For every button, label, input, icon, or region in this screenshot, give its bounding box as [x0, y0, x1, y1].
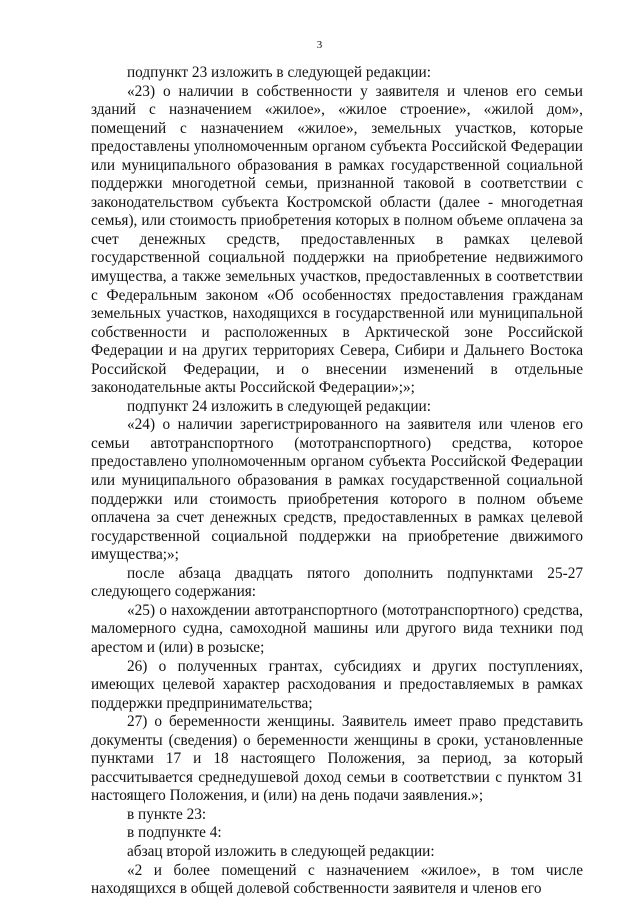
paragraph-second-abzac-intro: абзац второй изложить в следующей редакции: [127, 842, 435, 860]
page-number: 3 [316, 39, 323, 51]
paragraph-subparagraph-26-text: 26) о полученных грантах, субсидиях и других поступлениях, имеющих целевой характер расходования и предоставляемых в рамках поддержки предпринимательства; [91, 657, 583, 712]
paragraph-subparagraph-24-text: «24) о наличии зарегистрированного на заявителя или членов его семьи автотранспортного (мототранспортного) средства, которое предоставлено уполномоченным органом субъекта Российской Федерации или муниципального образования в рамках государственной социальной поддержки или стоимость приобретения которого в полном объеме оплачена за счет денежных средств, предоставленных в рамках целевой государственной социальной поддержки на приобретение движимого имущества;»; [91, 416, 583, 564]
paragraph-second-abzac-text: «2 и более помещений с назначением «жилое», в том числе находящихся в общей долевой собственности заявителя и членов его [91, 861, 583, 898]
paragraph-add-subparagraphs-intro: после абзаца двадцать пятого дополнить подпунктами 25-27 следующего содержания: [91, 564, 583, 601]
paragraph-subparagraph-24-intro: подпункт 24 изложить в следующей редакции: [127, 397, 431, 415]
paragraph-subparagraph-23-intro: подпункт 23 изложить в следующей редакции: [127, 64, 431, 81]
paragraph-subparagraph-4: в подпункте 4: [127, 824, 222, 842]
document-body [91, 64, 583, 899]
paragraph-subparagraph-23-text: «23) о наличии в собственности у заявителя и членов его семьи зданий с назначением «жилое», «жилое строение», «жилой дом», помещений с назначением «жилое», земельных участков, которые предоставлены уполномоченным органом субъекта Российской Федерации или муниципального образования в рамках государственной социальной поддержки многодетной семьи, признанной таковой в соответствии с законодательством субъекта Костромской области (далее - многодетная семья), или стоимость приобретения которых в полном объеме оплачена за счет денежных средств, предоставленных в рамках целевой государственной социальной поддержки на приобретение недвижимого имущества, а также земельных участков, предоставленных в соответствии с Федеральным законом «Об особенностях предоставления гражданам земельных участков, находящихся в государственной или муниципальной собственности и расположенных в Арктической зоне Российской Федерации и на других территориях Севера, Сибири и Дальнего Востока Российской Федерации, и о внесении изменений в отдельные законодательные акты Российской Федерации»;»; [91, 82, 583, 397]
paragraph-point-23: в пункте 23: [127, 805, 207, 823]
paragraph-subparagraph-27-text: 27) о беременности женщины. Заявитель имеет право представить документы (сведения) о беременности женщины в сроки, установленные пунктами 17 и 18 настоящего Положения, за период, за который рассчитывается среднедушевой доход семьи в соответствии с пунктом 31 настоящего Положения, и (или) на день подачи заявления.»; [91, 713, 583, 805]
paragraph-subparagraph-25-text: «25) о нахождении автотранспортного (мототранспортного) средства, маломерного судна, самоходной машины или другого вида техники под арестом и (или) в розыске; [91, 601, 583, 656]
